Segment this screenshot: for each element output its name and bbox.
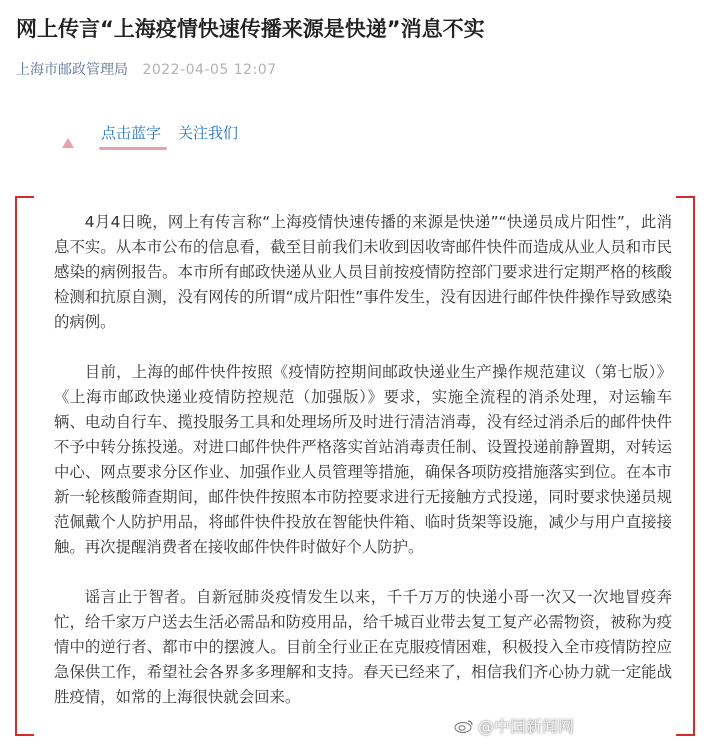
frame-line-left <box>15 213 17 719</box>
article-title: 网上传言“上海疫情快速传播来源是快递”消息不实 <box>16 17 485 41</box>
body-paragraph-2: 目前，上海的邮件快件按照《疫情防控期间邮政快递业生产操作规范建议（第七版）》《上海市邮政快递业疫情防控规范（加强版）》要求，实施全流程的消杀处理，对运输车辆、电动自行车、揽投服务工具和处理场所及时进行清洁消毒，没有经过消杀后的邮件快件不予中转分拣投递。对进口邮件快件严格落实首站消毒责任制、设置投递前静置期，对转运中心、网点要求分区作业、加强作业人员管理等措施，确保各项防疫措施落实到位。在本市新一轮核酸筛查期间，邮件快件按照本市防控要求进行无接触方式投递，同时要求快递员规范佩戴个人防护用品，将邮件快件投放在智能快件箱、临时货架等设施，减少与用户直接接触。再次提醒消费者在接收邮件快件时做好个人防护。 <box>54 363 672 556</box>
article-body <box>54 210 672 735</box>
author-link[interactable]: 上海市邮政管理局 <box>16 62 128 78</box>
follow-underline <box>99 147 167 150</box>
publish-date: 2022-04-05 12:07 <box>142 62 277 78</box>
frame-corner-bottom-left <box>15 717 34 736</box>
article-meta <box>16 60 277 80</box>
frame-corner-top-left <box>15 196 34 215</box>
click-blue-text-link[interactable]: 点击蓝字 <box>101 124 162 142</box>
watermark <box>454 716 574 738</box>
weibo-icon <box>454 719 474 733</box>
frame-line-right <box>693 213 695 719</box>
body-paragraph-1: 4月4日晚，网上有传言称“上海疫情快速传播的来源是快递”“快递员成片阳性”，此消息不实。从本市公布的信息看，截至目前我们未收到因收寄邮件快件而造成从业人员和市民感染的病例报告。本市所有邮政快递从业人员目前按疫情防控部门要求进行定期严格的核酸检测和抗原自测，没有网传的所谓“成片阳性”事件发生，没有因进行邮件快件操作导致感染的病例。 <box>54 213 672 331</box>
watermark-text: @中国新闻网 <box>478 717 575 736</box>
follow-us-link[interactable]: 关注我们 <box>178 124 239 142</box>
frame-corner-bottom-right <box>676 717 695 736</box>
body-paragraph-3: 谣言止于智者。自新冠肺炎疫情发生以来，千千万万的快递小哥一次又一次地冒疫奔忙，给千家万户送去生活必需品和防疫用品，给千城百业带去复工复产必需物资，被称为疫情中的逆行者、都市中的摆渡人。目前全行业正在克服疫情困难，积极投入全市疫情防控应急保供工作，希望社会各界多多理解和支持。春天已经来了，相信我们齐心协力就一定能战胜疫情，如常的上海很快就会回来。 <box>54 588 672 706</box>
triangle-icon <box>62 138 74 148</box>
